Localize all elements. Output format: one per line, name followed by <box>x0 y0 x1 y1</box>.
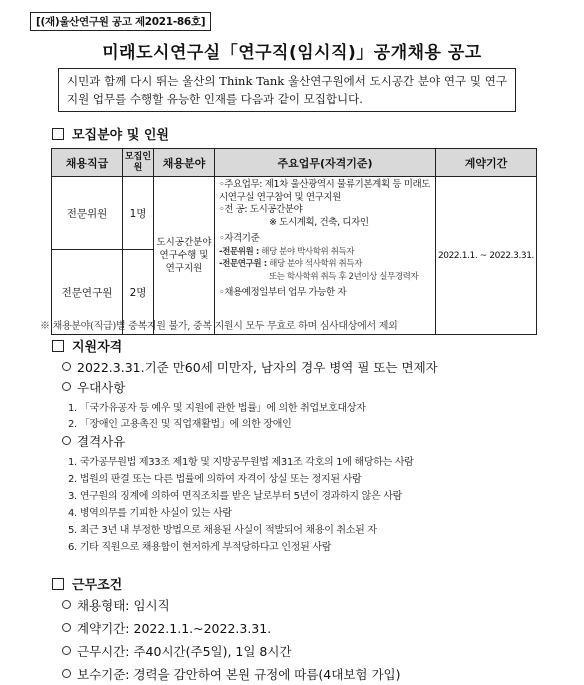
list-item: 3. 연구원의 징계에 의하여 면직조치를 받은 날로부터 5년이 경과하지 않은 사람 <box>68 491 402 502</box>
col-field: 채용분야 <box>154 149 215 177</box>
count-cell: 1명 <box>123 177 154 250</box>
table-row <box>52 177 537 250</box>
list-item: 1. 국가공무원법 제33조 제1항 및 지방공무원법 제31조 각호의 1에 해당하는 사람 <box>68 457 414 468</box>
circle-bullet-icon <box>62 382 71 391</box>
list-item: 1. 「국가유공자 등 예우 및 지원에 관한 법률」에 의한 취업보호대상자 <box>68 403 366 414</box>
intro-box: 시민과 함께 다시 뛰는 울산의 Think Tank 울산연구원에서 도시공간 분야 연구 및 연구지원 업무를 수행할 유능한 인재를 다음과 같이 모집합니다. <box>58 68 516 112</box>
duty-major: ◦전 공: 도시공간분야 <box>219 204 303 215</box>
grade-cell: 전문위원 <box>52 177 123 250</box>
square-bullet-icon <box>52 340 64 352</box>
grade-cell: 전문연구원 <box>52 250 123 335</box>
list-item: 6. 기타 직원으로 채용함이 현저하게 부적당하다고 인정된 사람 <box>68 542 332 553</box>
table-header <box>52 149 537 177</box>
eligibility-age: 2022.3.31.기준 만60세 미만자, 남자의 경우 병역 필 또는 면제자 <box>62 358 438 376</box>
duty-main: ◦주요업무: 제1차 울산광역시 물류기본계획 등 미래도시연구실 연구참여 및 연구지원 <box>219 179 431 203</box>
section-recruit: 모집분야 및 인원 <box>52 124 169 143</box>
count-cell: 2명 <box>123 250 154 335</box>
duty-qual: ◦자격기준 <box>219 233 260 244</box>
circle-bullet-icon <box>62 646 71 655</box>
disq-heading: 결격사유 <box>62 432 125 450</box>
condition-period: 계약기간: 2022.1.1.~2022.3.31. <box>62 619 271 637</box>
duty-qual-a: -전문위원 : 해당 분야 박사학위 취득자 <box>219 246 355 257</box>
col-count: 모집인원 <box>123 149 154 177</box>
col-grade: 채용직급 <box>52 149 123 177</box>
circle-bullet-icon <box>62 362 71 371</box>
col-period: 계약기간 <box>436 149 537 177</box>
period-cell: 2022.1.1. ~ 2022.3.31. <box>436 177 537 335</box>
field-cell: 도시공간분야 연구수행 및 연구지원 <box>154 177 215 335</box>
duty-qual-b2: 또는 학사학위 취득 후 2년이상 실무경력자 <box>269 271 419 282</box>
condition-pay: 보수기준: 경력을 감안하여 본원 규정에 따름(4대보험 가입) <box>62 665 400 683</box>
table-note: ※ 채용분야(직급)별 중복지원 불가, 중복 지원시 모두 무효로 하며 심사대상에서 제외 <box>40 321 398 332</box>
page-title: 미래도시연구실「연구직(임시직)」공개채용 공고 <box>102 43 482 63</box>
condition-type: 채용형태: 임시직 <box>62 596 170 614</box>
duty-qual-b: -전문연구원 : 해당 분야 석사학위 취득자 <box>219 259 362 269</box>
circle-bullet-icon <box>62 436 71 445</box>
square-bullet-icon <box>52 128 64 140</box>
section-eligibility: 지원자격 <box>52 336 122 355</box>
duty-major-detail: ※ 도시계획, 건축, 디자인 <box>269 216 369 228</box>
list-item: 2. 「장애인 고용촉진 및 직업재활법」에 의한 장애인 <box>68 419 292 430</box>
circle-bullet-icon <box>62 669 71 678</box>
condition-hours: 근무시간: 주40시간(주5일), 1일 8시간 <box>62 642 292 660</box>
section-conditions: 근무조건 <box>52 574 122 593</box>
square-bullet-icon <box>52 578 64 590</box>
recruit-table <box>51 148 537 335</box>
pref-heading: 우대사항 <box>62 378 125 396</box>
notice-number: [(재)울산연구원 공고 제2021-86호] <box>30 12 211 31</box>
list-item: 4. 병역의무를 기피한 사실이 있는 사람 <box>68 508 232 519</box>
circle-bullet-icon <box>62 600 71 609</box>
duties-cell <box>215 177 436 335</box>
col-duties: 주요업무(자격기준) <box>215 149 436 177</box>
duty-start: ◦채용예정일부터 업무 가능한 자 <box>219 287 347 298</box>
list-item: 2. 법원의 판결 또는 다른 법률에 의하여 자격이 상실 또는 정지된 사람 <box>68 474 362 485</box>
circle-bullet-icon <box>62 623 71 632</box>
list-item: 5. 최근 3년 내 부정한 방법으로 채용된 사실이 적발되어 채용이 취소된 자 <box>68 525 377 536</box>
